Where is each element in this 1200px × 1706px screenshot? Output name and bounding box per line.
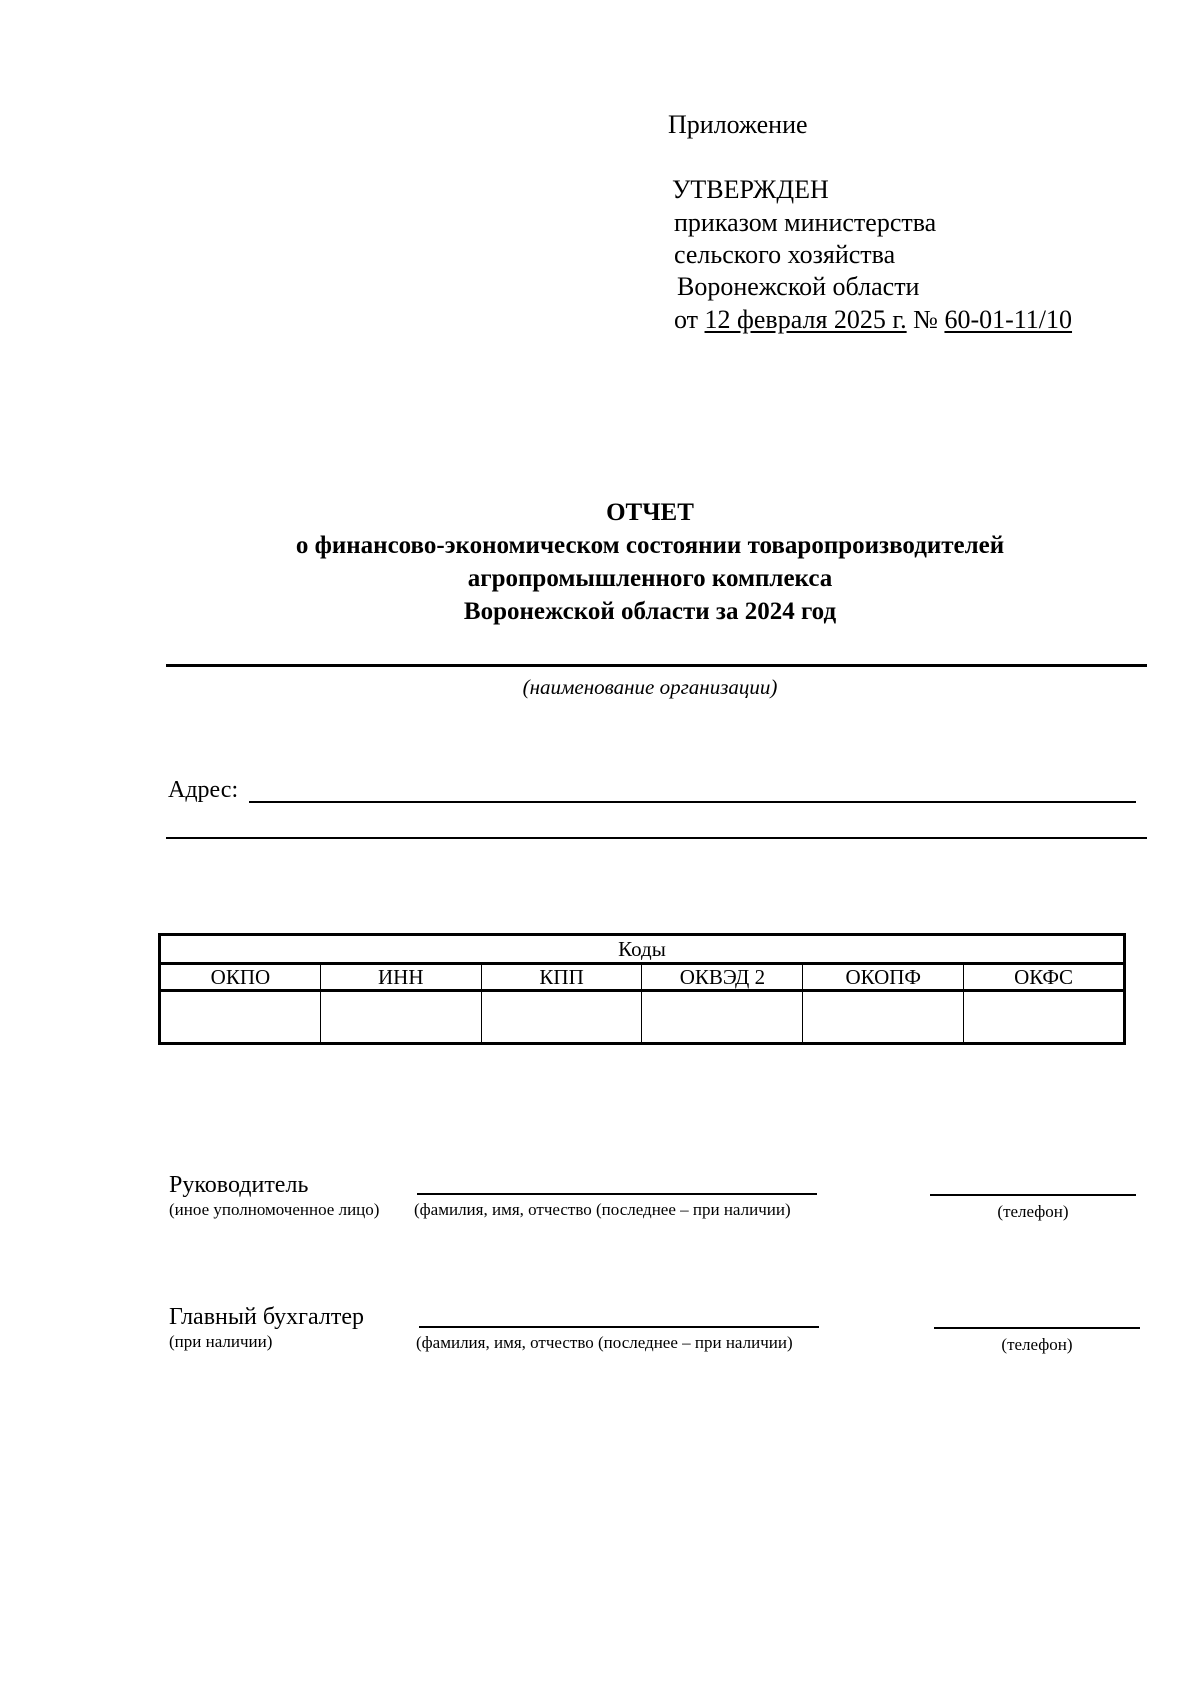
order-date: 12 февраля 2025 г. <box>704 305 907 334</box>
head-name-caption: (фамилия, имя, отчество (последнее – при наличии) <box>414 1200 791 1219</box>
address-field-line-2[interactable] <box>166 837 1147 839</box>
approval-line-3: Воронежской области <box>677 272 920 301</box>
codes-column-okopf: ОКОПФ <box>803 964 964 991</box>
codes-column-okved2: ОКВЭД 2 <box>642 964 803 991</box>
organization-name-field[interactable] <box>166 664 1147 667</box>
head-name-field[interactable] <box>417 1193 817 1195</box>
head-role-label: Руководитель <box>169 1172 309 1198</box>
codes-value-okopf[interactable] <box>803 991 964 1044</box>
accountant-role-note: (при наличии) <box>169 1332 273 1351</box>
codes-column-kpp: КПП <box>481 964 642 991</box>
order-reference <box>674 305 1072 335</box>
organization-caption: (наименование организации) <box>522 675 778 699</box>
codes-value-okved2[interactable] <box>642 991 803 1044</box>
accountant-role-label: Главный бухгалтер <box>169 1304 364 1330</box>
codes-value-inn[interactable] <box>320 991 481 1044</box>
report-subtitle-1: о финансово-экономическом состоянии товаропроизводителей <box>295 532 1005 559</box>
codes-value-okpo[interactable] <box>160 991 321 1044</box>
accountant-name-caption: (фамилия, имя, отчество (последнее – при наличии) <box>416 1333 793 1352</box>
report-title: ОТЧЕТ <box>606 499 694 526</box>
codes-value-okfs[interactable] <box>964 991 1125 1044</box>
approval-line-2: сельского хозяйства <box>674 240 896 269</box>
address-field-line-1[interactable] <box>249 801 1136 803</box>
codes-column-okpo: ОКПО <box>160 964 321 991</box>
order-number-sign: № <box>913 305 938 334</box>
codes-table-header: Коды <box>160 935 1125 964</box>
accountant-name-field[interactable] <box>419 1326 819 1328</box>
codes-value-kpp[interactable] <box>481 991 642 1044</box>
head-phone-caption: (телефон) <box>997 1202 1069 1221</box>
approved-label: УТВЕРЖДЕН <box>672 175 829 204</box>
accountant-phone-field[interactable] <box>934 1327 1140 1329</box>
order-number: 60-01-11/10 <box>944 305 1073 334</box>
head-role-note: (иное уполномоченное лицо) <box>169 1200 380 1219</box>
approval-line-1: приказом министерства <box>674 208 937 237</box>
codes-column-inn: ИНН <box>320 964 481 991</box>
codes-table <box>158 933 1126 1045</box>
head-phone-field[interactable] <box>930 1194 1136 1196</box>
report-subtitle-2: агропромышленного комплекса <box>467 565 833 592</box>
order-prefix: от <box>674 305 699 334</box>
address-label: Адрес: <box>168 777 239 803</box>
codes-column-okfs: ОКФС <box>964 964 1125 991</box>
accountant-phone-caption: (телефон) <box>1001 1335 1073 1354</box>
report-subtitle-3: Воронежской области за 2024 год <box>463 598 837 625</box>
appendix-label: Приложение <box>668 110 808 139</box>
